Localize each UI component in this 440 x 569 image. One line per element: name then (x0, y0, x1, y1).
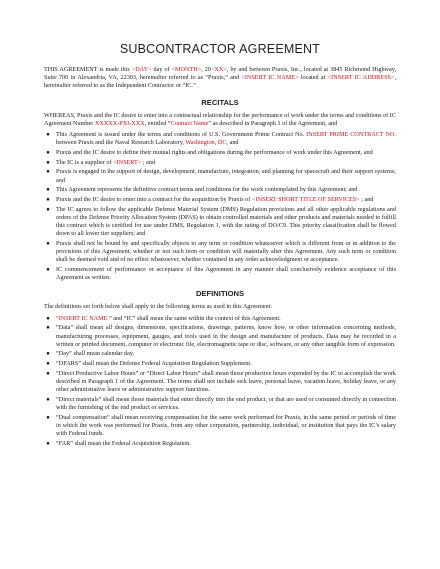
list-item (44, 324, 396, 349)
services-title-placeholder: <INSERT SHORT TITLE OF SERVICES> (251, 195, 360, 203)
bullet-icon: ● (46, 440, 50, 448)
recital-text: The IC is a supplier of (56, 158, 114, 166)
document-title: SUBCONTRACTOR AGREEMENT (119, 42, 321, 56)
recital-text: ; and (141, 158, 156, 166)
recital-text: Praxis and the IC desire to enter into a contract for the acquisition by Praxis of (56, 195, 252, 203)
definition-text: “Direct materials” shall mean those materials that enter directly into the end product, or that are used or consumed directly in connection with the furnishing of the end product or services. (56, 396, 396, 412)
intro-text: , hereinafter referred to as the Independent Contractor or “IC.” (44, 74, 396, 90)
whereas-text: WHEREAS, Praxis and the IC desire to enter into a contractual relationship for the performance of work under the terms and conditions of IC Agreement Number (44, 111, 396, 127)
recitals-list (44, 131, 396, 282)
recital-text: between Praxis and the Naval Research Laboratory, (56, 139, 186, 147)
intro-text: , by and between Praxis, Inc., located at 3845 Richmond Highway, Suite 700 in Alexandria, VA, 22303, hereinafter referred to as “Praxis,” and (44, 66, 397, 82)
recital-text: The IC agrees to follow the applicable Defense Material System (DMS) Regulation provisions and all other applicable regulations and orders of the Defense Priority Allocation System (DPAS) to obtain controlled materials and other products and materials needed to fulfill this contract which is certified for use under DMS, Regulation 1, with the rating of DO/C9. This priority classification shall be flowed down to all lower tier suppliers; and (56, 205, 396, 238)
location-placeholder: Washington, DC (185, 139, 227, 147)
list-item (44, 350, 396, 358)
list-item (44, 266, 396, 282)
recital-text: Praxis is engaged in the support of design, development, manufacture, integration, and planning for spacecraft and their support systems; and (56, 168, 396, 184)
bullet-icon: ● (46, 324, 50, 332)
intro-text: THIS AGREEMENT is made this (44, 66, 132, 73)
recital-text: , and (226, 139, 239, 147)
bullet-icon: ● (46, 158, 50, 166)
ic-name-placeholder: <INSERT IC NAME> (241, 74, 299, 82)
definition-text: “DFARS” shall mean the Defense Federal Acquisition Regulation Supplement. (56, 360, 252, 368)
definition-text: “Day” shall mean calendar day. (56, 350, 135, 358)
bullet-icon: ● (46, 314, 50, 322)
list-item (44, 370, 396, 395)
bullet-icon: ● (46, 360, 50, 368)
recital-text: Praxis and the IC desire to define their mutual rights and obligations during the performance of work under this Agreement, and (56, 148, 373, 156)
list-item (44, 196, 396, 204)
definitions-intro: The definitions set forth below shall apply to the following terms as used in this Agreement: (44, 303, 273, 311)
recital-text: IC commencement of performance or acceptance of this Agreement in any manner shall conclusively evidence acceptance of this Agreement as written. (56, 266, 396, 282)
day-placeholder: <DAY> (131, 66, 152, 73)
list-item (44, 440, 396, 448)
ic-address-placeholder: <INSERT IC ADDRESS> (327, 74, 395, 82)
list-item (44, 131, 396, 147)
bullet-icon: ● (46, 131, 50, 139)
recital-text: This Agreement is issued under the terms and conditions of U.S. Government Prime Contract No. (56, 131, 307, 139)
bullet-icon: ● (46, 396, 50, 403)
intro-text: , 20 (201, 66, 211, 73)
list-item (44, 414, 396, 439)
intro-text: day of (151, 66, 172, 73)
contract-name-placeholder: Contract Name (170, 119, 209, 127)
agreement-number-placeholder: XXXXX-PXI-XXX (94, 119, 145, 127)
recital-text: This Agreement represents the definitive contract terms and conditions for the work contemplated by this Agreement; and (56, 186, 358, 194)
recital-text: ; and (359, 195, 374, 203)
list-item (44, 186, 396, 194)
bullet-icon: ● (46, 195, 50, 203)
bullet-icon: ● (46, 186, 50, 194)
definition-text: “Data” shall mean all designs, dimensions, specifications, drawings, patterns, know how, or other information concerning methods, manufacturing processes, equipment, gauges, and tools used in the design and manufacture of products. Data may be recorded in a written or printed document, computer or electronic file, electromagnetic tape or disc, software, or any other tangible form of expression. (56, 324, 396, 348)
whereas-text: ” as described in Paragraph 1 of the Agreement, and (208, 119, 338, 127)
definitions-heading: DEFINITIONS (195, 289, 245, 299)
bullet-icon: ● (46, 239, 50, 247)
definition-text: “FAR” shall mean the Federal Acquisition Regulation. (56, 440, 191, 448)
bullet-icon: ● (46, 350, 50, 358)
list-item (44, 168, 396, 184)
definitions-list (44, 315, 396, 449)
list-item (44, 240, 396, 265)
list-item (44, 159, 396, 167)
intro-paragraph (44, 66, 396, 91)
whereas-text: , entitled “ (144, 119, 171, 127)
recital-text: Praxis shall not be bound by and specifically objects to any term or condition whatsoever which is different from or in addition to the provisions of this Agreement, whether or not such term or condition will materially alter this Agreement. Any such term or condition shall be deemed void and of no effect whatsoever, whether contained in any order acknowledgment or acceptance. (56, 239, 396, 264)
bullet-icon: ● (46, 148, 50, 156)
month-placeholder: <MONTH> (171, 66, 202, 73)
list-item (44, 396, 396, 412)
bullet-icon: ● (46, 369, 50, 377)
definition-text: ” and “IC” shall mean the same within the context of this Agreement. (107, 314, 281, 322)
bullet-icon: ● (46, 168, 50, 176)
recitals-heading: RECITALS (201, 97, 239, 107)
list-item (44, 360, 396, 368)
year-placeholder: <XX> (210, 66, 227, 73)
list-item (44, 315, 396, 323)
supplier-placeholder: <INSERT> (113, 158, 142, 166)
list-item (44, 206, 396, 239)
intro-text: located at (298, 74, 328, 82)
bullet-icon: ● (46, 205, 50, 213)
list-item (44, 149, 396, 157)
definition-text: “Dual compensation” shall mean receiving compensation for the same work performed for Praxis, in the same period or periods of time in which the work was performed for Praxis, from any other corporation, partnership, individual, or institution that pays the IC’s salary with Federal funds. (56, 413, 396, 438)
ic-name-placeholder: “INSERT IC NAME (56, 314, 108, 322)
definition-text: “Direct Productive Labor Hours” or “Direct Labor Hours” shall mean those productive hours expended by the IC to accomplish the work described in Paragraph 1 of the Agreement. The terms shall not include sick leave, personal leave, vacation leave, holiday leave, or any other administrative leave or administrative support functions. (56, 369, 396, 394)
whereas-paragraph (44, 112, 396, 128)
prime-contract-placeholder: INSERT PRIME CONTRACT NO. (306, 131, 396, 139)
bullet-icon: ● (46, 413, 50, 421)
bullet-icon: ● (46, 266, 50, 274)
